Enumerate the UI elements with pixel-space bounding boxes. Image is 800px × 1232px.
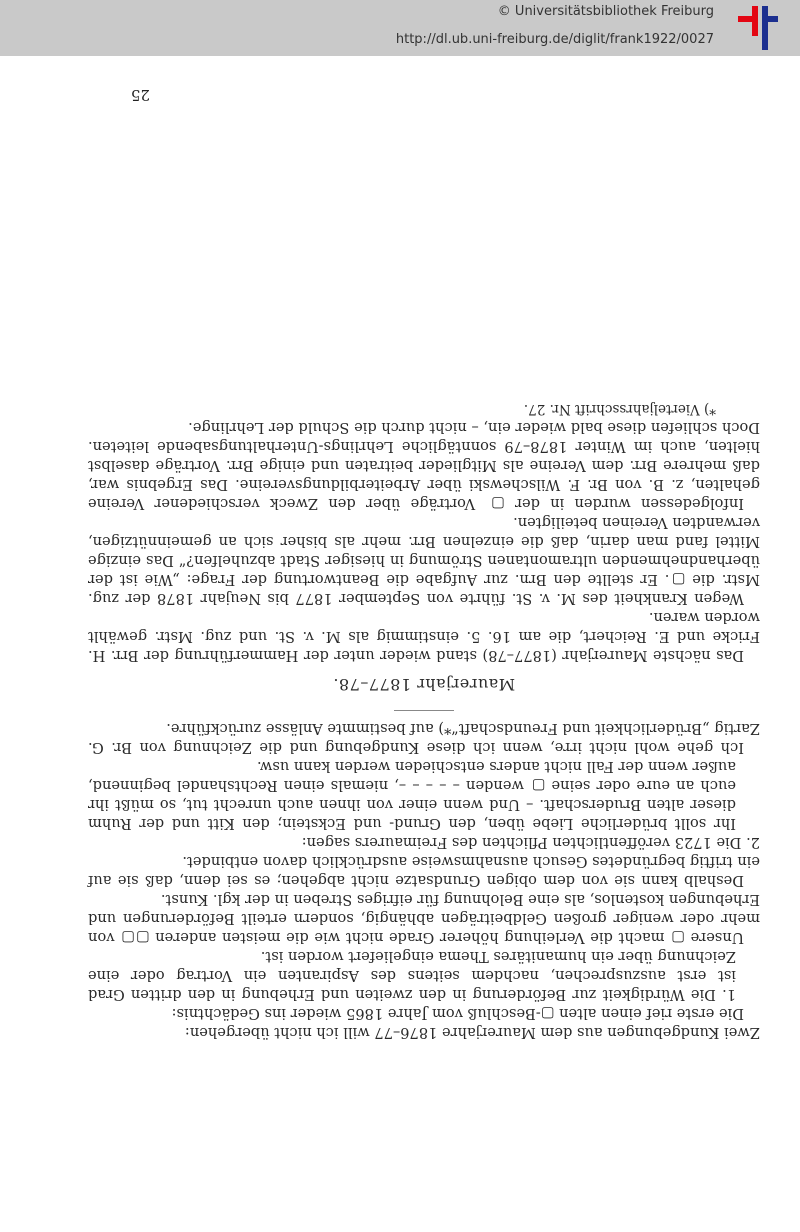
logo-blue-bar-stem [762, 6, 768, 50]
paragraph-illness: Wegen Krankheit des M. v. St. führte von September 1877 bis Neujahr 1878 der zug. Mstr. die ▢. Er stellte den Brn. zur Aufgabe die Beantwortung der Frage: „Wie ist der überhandnehmenden ultramontanen Strömung in hiesiger Stadt abzuhelfen?“ Das einzige Mittel fand man darin, daß die einzelnen Brr. mehr als bisher sich an gemeinnützigen, verwandten Vereinen beteiligten. [88, 514, 760, 607]
paragraph-first-kundgebung: Die erste rief einen alten ▢-Beschluß vom Jahre 1865 wieder ins Gedächtnis: [171, 1005, 744, 1022]
library-logo[interactable] [738, 6, 778, 50]
paragraph-leadership: Das nächste Maurerjahr (1877–78) stand wieder unter der Hammerführung der Brr. H. Fricke und E. Reichert, die am 16. 5. einstimmig als M. v. St. und zug. Mstr. gewählt worden waren. [88, 609, 760, 664]
paragraph-exception: Deshalb kann sie von dem obigen Grundsatze nicht abgehen; es sei denn, daß sie auf ein triftig begründetes Gesuch ausnahmsweise ausdrücklich davon entbindet. [88, 853, 760, 889]
copyright-text: © Universitätsbibliothek Freiburg [497, 4, 714, 19]
paragraph-rule-2: 2. Die 1723 veröffentlichten Pflichten des Freimaurers sagen: [301, 834, 760, 851]
logo-blue-bar-right [766, 16, 778, 22]
paragraph-grade-policy: Unsere ▢ macht die Verleihung höherer Grade nicht wie die meisten anderen ▢▢ von mehr oder weniger großen Geldbeiträgen abhängig, sondern erteilt Beförderungen und Erhebungen kostenlos, als eine Belohnung für eifriges Streben in der kgl. Kunst. [88, 891, 760, 946]
paragraph-reflection: Ich gehe wohl nicht irre, wenn ich diese Kundgebung und die Zeichnung von Br. G. Zartig „Brüderlichkeit und Freundschaft“*) auf bestimmte Anlässe zurückführe. [88, 720, 760, 756]
source-url[interactable]: http://dl.ub.uni-freiburg.de/diglit/frank1922/0027 [395, 32, 714, 47]
scanned-page [0, 56, 800, 1232]
page-number: 25 [130, 86, 150, 104]
paragraph-lectures: Infolgedessen wurden in der ▢ Vorträge über den Zweck verschiedener Vereine gehalten, z. B. von Br. F. Wilschewski über Arbeiterbildungsvereine. Das Ergebnis war, daß mehrere Brr. dem Vereine als Mitglieder beitraten und einige Brr. Vorträge daselbst hielten, auch im Winter 1878–79 sonntägliche Lehrlings-Unterhaltungsabende leiteten. Doch schliefen diese bald wieder ein, – nicht durch die Schuld der Lehrlinge. [88, 419, 760, 512]
footnote: *) Vierteljahrsschrift Nr. 27. [523, 401, 716, 417]
viewer-header [0, 0, 800, 56]
section-heading: Maurerjahr 1877–78. [332, 675, 516, 694]
paragraph-rule-1: 1. Die Würdigkeit zur Beförderung in den zweiten und Erhebung in den dritten Grad ist erst auszusprechen, nachdem seitens des Aspiranten ein Vortrag oder eine Zeichnung über ein humanitäres Thema eingeliefert worden ist. [88, 948, 736, 1003]
paragraph-quote-duties: Ihr sollt brüderliche Liebe üben, den Grund- und Eckstein; den Kitt und der Ruhm dieser alten Bruderschaft. – Und wenn einer von ihnen auch unrecht tut, so müßt ihr euch an eure oder seine ▢ wenden – – – – –, niemals einen Rechtshandel beginnend, außer wenn der Fall nicht anders entschieden werden kann usw. [88, 758, 736, 832]
paragraph-intro: Zwei Kundgebungen aus dem Maurerjahre 1876–77 will ich nicht übergehen: [184, 1024, 760, 1041]
logo-red-bar-stem [752, 6, 758, 36]
page-text [88, 399, 760, 1042]
section-divider [394, 710, 454, 711]
